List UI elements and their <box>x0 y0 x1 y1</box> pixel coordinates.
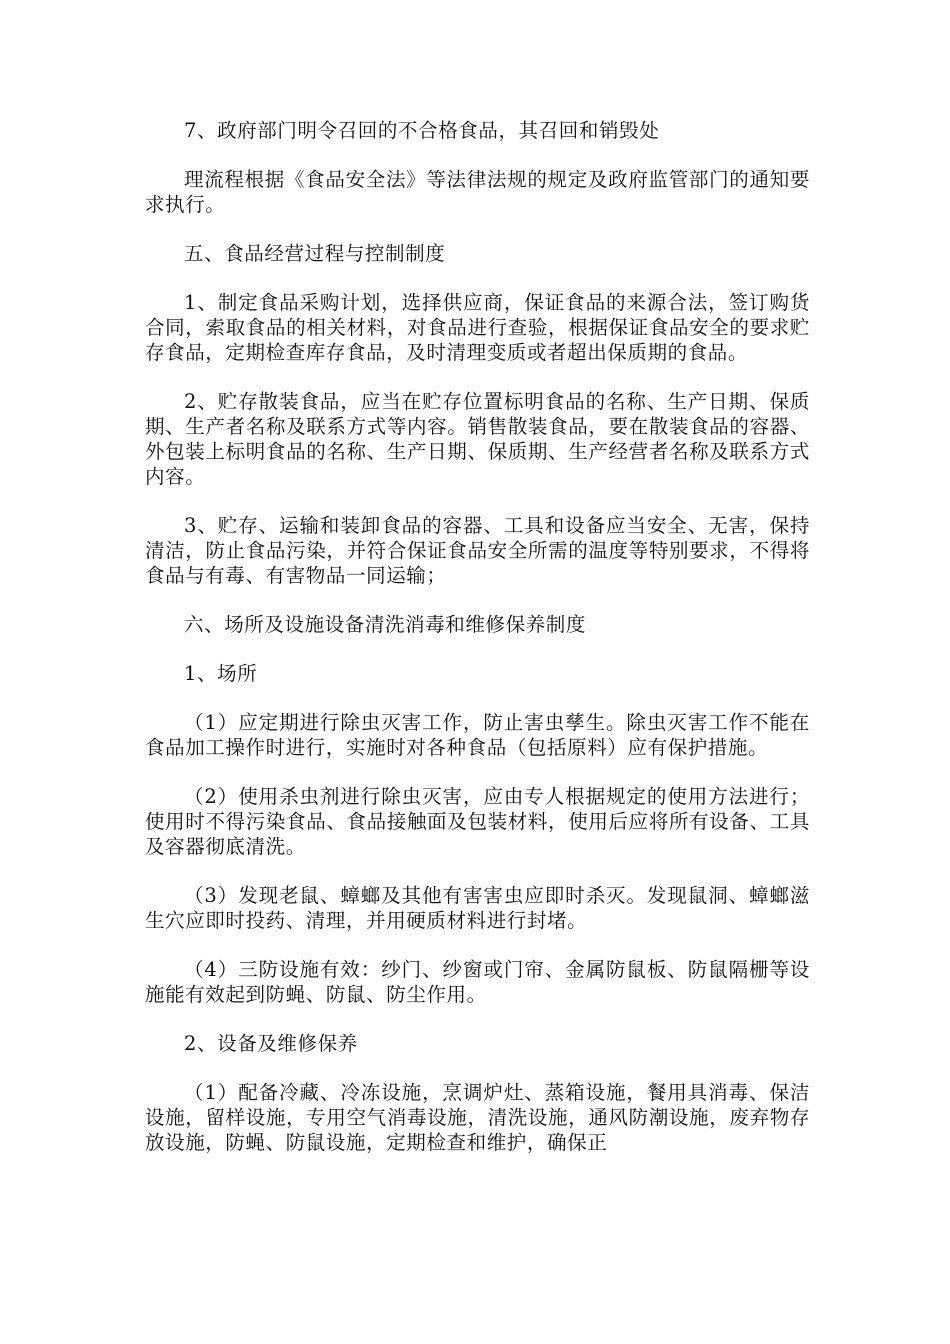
paragraph-recall-item-7: 7、政府部门明令召回的不合格食品，其召回和销毁处 <box>184 119 660 142</box>
paragraph-equipment-1: （1）配备冷藏、冷冻设施，烹调炉灶、蒸箱设施，餐用具消毒、保洁设施，留样设施，专用空气消毒设施，清洗设施，通风防潮设施，废弃物存放设施，防蝇、防鼠设施，定期检查和维护，确保正 <box>145 1081 810 1154</box>
paragraph-premises-3: （3）发现老鼠、蟑螂及其他有害害虫应即时杀灭。发现鼠洞、蟑螂滋生穴应即时投药、清理，并用硬质材料进行封堵。 <box>145 884 810 932</box>
paragraph-item-2: 2、贮存散装食品，应当在贮存位置标明食品的名称、生产日期、保质期、生产者名称及联系方式等内容。销售散装食品，要在散装食品的容器、外包装上标明食品的名称、生产日期、保质期、生产经营者名称及联系方式内容。 <box>145 390 810 488</box>
subheading-equipment: 2、设备及维修保养 <box>184 1032 358 1055</box>
document-page <box>145 118 810 1179</box>
subheading-premises: 1、场所 <box>184 662 258 685</box>
paragraph-premises-1: （1）应定期进行除虫灭害工作，防止害虫孳生。除虫灭害工作不能在食品加工操作时进行，实施时对各种食品（包括原料）应有保护措施。 <box>145 711 810 759</box>
paragraph-item-1: 1、制定食品采购计划，选择供应商，保证食品的来源合法，签订购货合同，索取食品的相关材料，对食品进行查验，根据保证食品安全的要求贮存食品，定期检查库存食品，及时清理变质或者超出保质期的食品。 <box>145 291 810 364</box>
paragraph-premises-2: （2）使用杀虫剂进行除虫灭害，应由专人根据规定的使用方法进行；使用时不得污染食品、食品接触面及包装材料，使用后应将所有设备、工具及容器彻底清洗。 <box>145 785 810 858</box>
section-heading-6: 六、场所及设施设备清洗消毒和维修保养制度 <box>184 613 587 636</box>
paragraph-recall-process: 理流程根据《食品安全法》等法律法规的规定及政府监管部门的通知要求执行。 <box>145 168 810 216</box>
paragraph-premises-4: （4）三防设施有效：纱门、纱窗或门帘、金属防鼠板、防鼠隔栅等设施能有效起到防蝇、防鼠、防尘作用。 <box>145 958 810 1006</box>
paragraph-item-3: 3、贮存、运输和装卸食品的容器、工具和设备应当安全、无害，保持清洁，防止食品污染，并符合保证食品安全所需的温度等特别要求，不得将食品与有毒、有害物品一同运输； <box>145 514 810 587</box>
section-heading-5: 五、食品经营过程与控制制度 <box>184 242 446 265</box>
